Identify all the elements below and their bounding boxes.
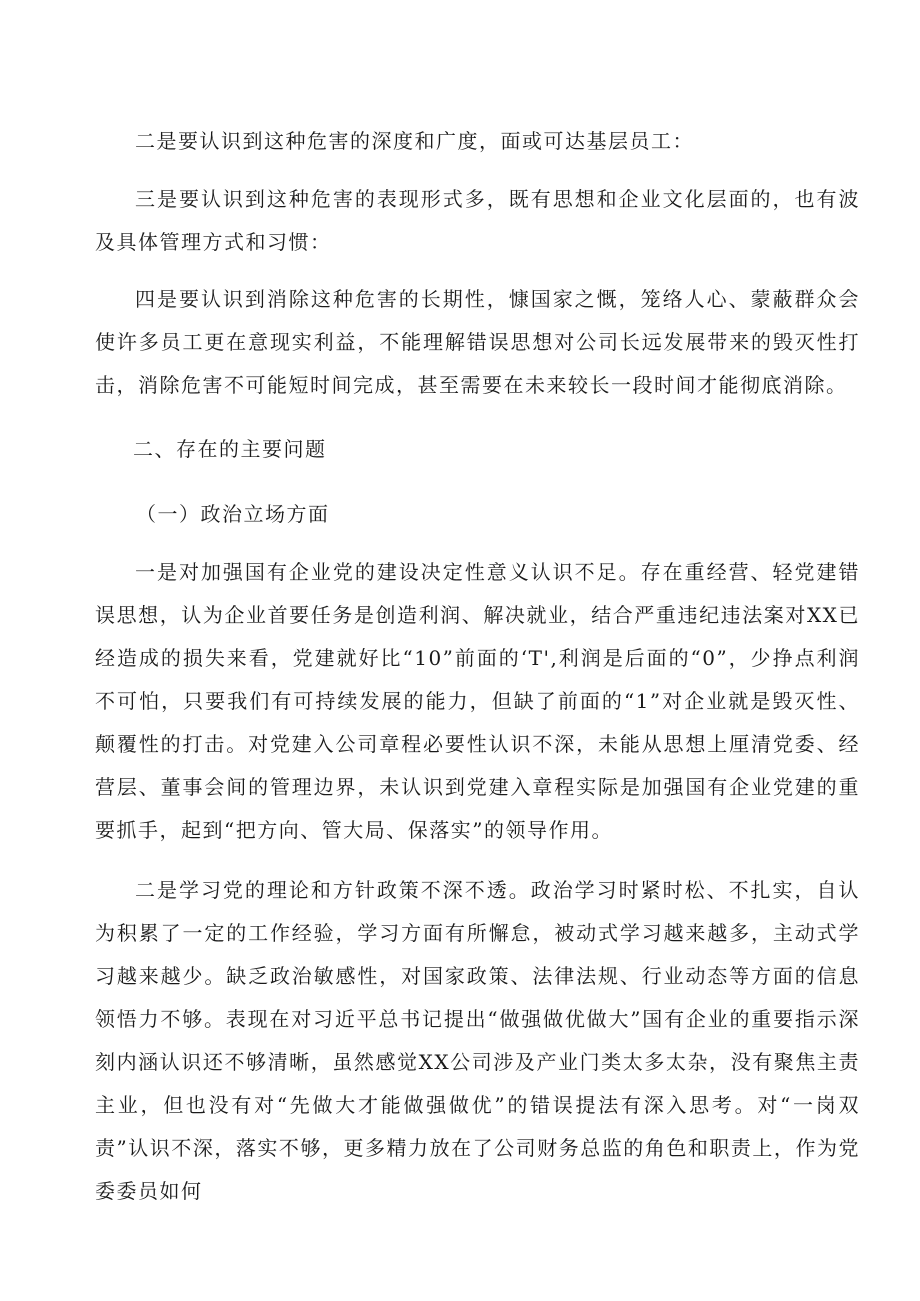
paragraph-awareness-forms: 三是要认识到这种危害的表现形式多，既有思想和企业文化层面的，也有波及具体管理方式和习惯： — [95, 187, 860, 254]
paragraph-theory-study: 二是学习党的理论和方针政策不深不透。政治学习时紧时松、不扎实，自认为积累了一定的工作经验，学习方面有所懈怠，被动式学习越来越多，主动式学习越来越少。缺乏政治敏感性，对国家政策、法律法规、行业动态等方面的信息领悟力不够。表现在对习近平总书记提出“做强做优做大”国有企业的重要指示深刻内涵认识还不够清晰，虽然感觉XX公司涉及产业门类太多太杂，没有聚焦主责主业，但也没有对“先做大才能做强做优”的错误提法有深入思考。对“一岗双责”认识不深，落实不够，更多精力放在了公司财务总监的角色和职责上，作为党委委员如何 — [95, 878, 860, 1203]
paragraph-awareness-longterm: 四是要认识到消除这种危害的长期性，慷国家之慨，笼络人心、蒙蔽群众会使许多员工更在意现实利益，不能理解错误思想对公司长远发展带来的毁灭性打击，消除危害不可能短时间完成，甚至需要在未来较长一段时间才能彻底消除。 — [95, 287, 860, 397]
paragraph-awareness-depth: 二是要认识到这种危害的深度和广度，面或可达基层员工： — [135, 129, 694, 153]
subsection-heading-political-stance: （一）政治立场方面 — [136, 502, 330, 526]
section-heading-main-problems: 二、存在的主要问题 — [133, 437, 327, 461]
paragraph-party-building-awareness: 一是对加强国有企业党的建设决定性意义认识不足。存在重经营、轻党建错误思想，认为企业首要任务是创造利润、解决就业，结合严重违纪违法案对XX已经造成的损失来看，党建就好比“10”前面的‘T',利润是后面的“0”，少挣点利润不可怕，只要我们有可持续发展的能力，但缺了前面的“1”对企业就是毁灭性、颠覆性的打击。对党建入公司章程必要性认识不深，未能从思想上厘清党委、经营层、董事会间的管理边界，未认识到党建入章程实际是加强国有企业党建的重要抓手，起到“把方向、管大局、保落实”的领导作用。 — [95, 560, 860, 842]
